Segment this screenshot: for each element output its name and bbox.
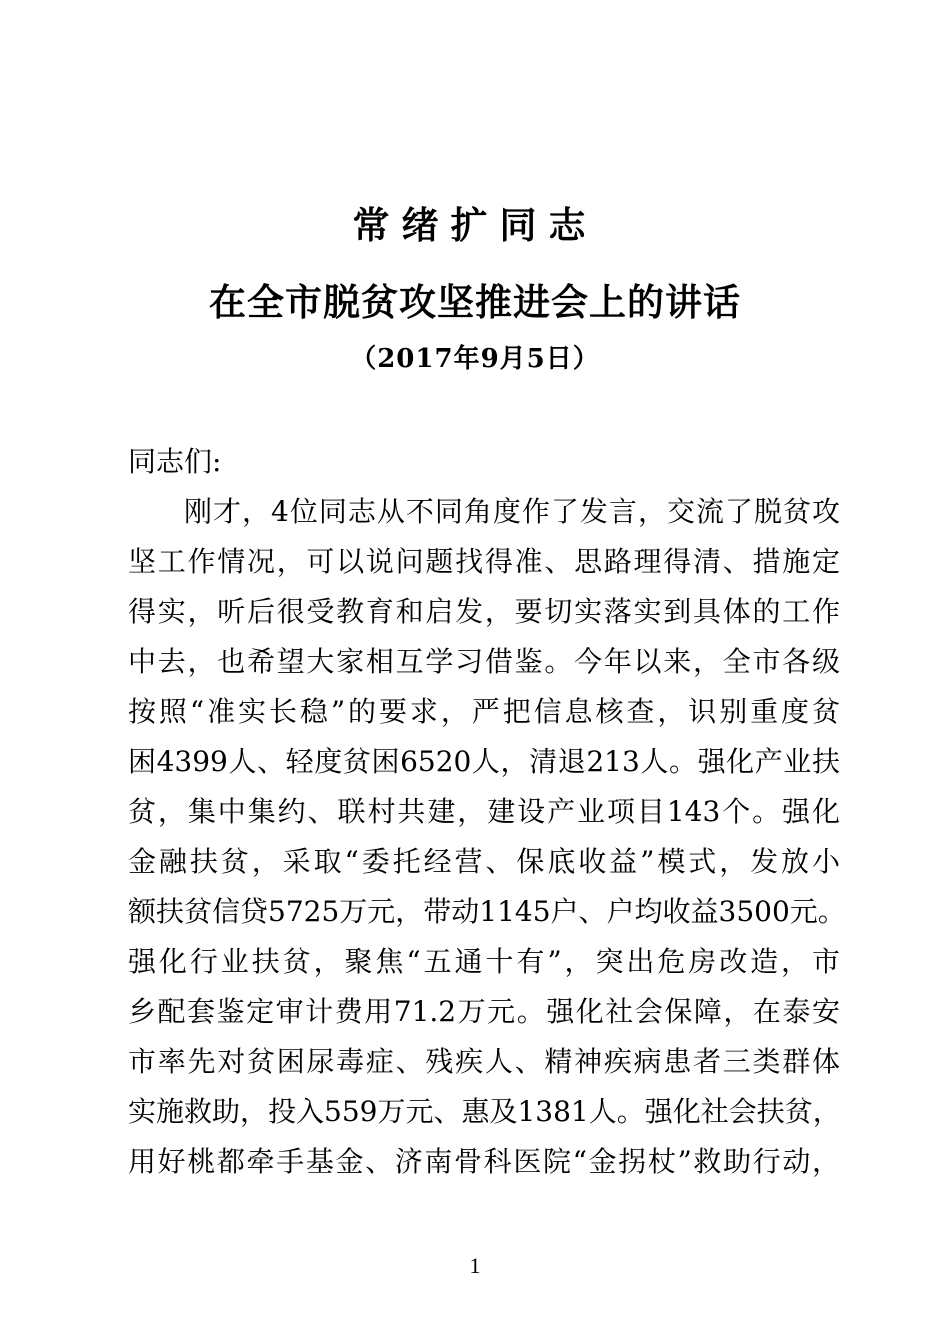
paragraph-line: 困4399人、轻度贫困6520人，清退213人。强化产业扶 — [128, 745, 840, 778]
page-number: 1 — [469, 1253, 481, 1278]
paragraph-line: 中去，也希望大家相互学习借鉴。今年以来，全市各级 — [128, 645, 840, 678]
speech-date: （2017年9月5日） — [350, 344, 600, 374]
paragraph-line: 贫，集中集约、联村共建，建设产业项目143个。强化 — [128, 795, 840, 828]
speaker-title: 常绪扩同志 — [352, 203, 598, 247]
paragraph-line: 按照“准实长稳”的要求，严把信息核查，识别重度贫 — [128, 695, 840, 728]
paragraph-line: 额扶贫信贷5725万元，带动1145户、户均收益3500元。 — [128, 895, 846, 928]
paragraph-line: 实施救助，投入559万元、惠及1381人。强化社会扶贫， — [128, 1095, 841, 1128]
paragraph-line: 金融扶贫，采取“委托经营、保底收益”模式，发放小 — [128, 845, 840, 878]
salutation: 同志们: — [128, 445, 222, 478]
paragraph-line: 得实，听后很受教育和启发，要切实落实到具体的工作 — [128, 595, 840, 628]
paragraph-line: 坚工作情况，可以说问题找得准、思路理得清、措施定 — [128, 545, 840, 578]
speech-title: 在全市脱贫攻坚推进会上的讲话 — [209, 280, 741, 324]
paragraph-line: 刚才，4位同志从不同角度作了发言，交流了脱贫攻 — [184, 495, 840, 528]
paragraph-line: 市率先对贫困尿毒症、残疾人、精神疾病患者三类群体 — [128, 1045, 840, 1078]
body-paragraph — [128, 487, 846, 1187]
paragraph-line: 乡配套鉴定审计费用71.2万元。强化社会保障，在泰安 — [128, 995, 840, 1028]
paragraph-line: 用好桃都牵手基金、济南骨科医院“金拐杖”救助行动， — [128, 1145, 840, 1178]
paragraph-line: 强化行业扶贫，聚焦“五通十有”，突出危房改造，市 — [128, 945, 840, 978]
